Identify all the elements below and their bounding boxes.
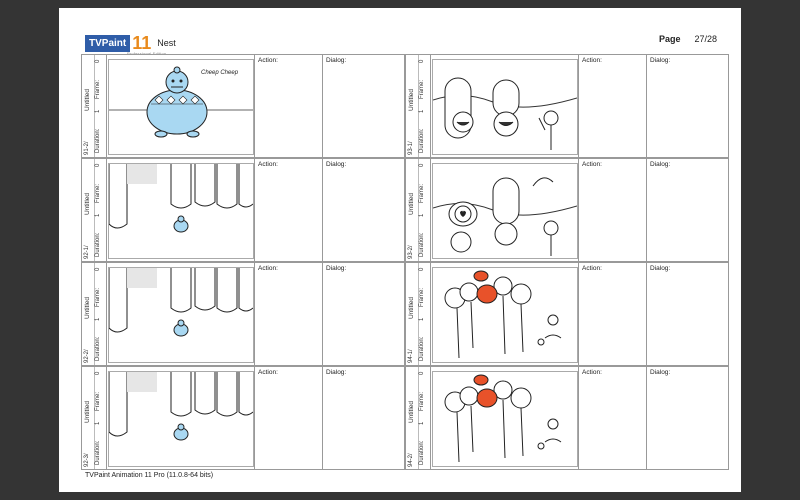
layer-name: Untitled [408,400,415,423]
panel-thumbnail [108,267,254,363]
action-cell [578,159,646,261]
duration-label: Duration: [95,336,101,361]
panel-drawing [433,164,577,258]
storyboard-row [81,158,405,262]
layer-name: Untitled [408,88,415,111]
page-number [659,34,717,44]
dialog-cell [646,159,728,261]
shot-number: 91-2/ [84,141,90,155]
action-cell [578,367,646,469]
duration-value: 1 [95,213,101,217]
action-label: Action: [258,265,278,272]
frame-label: Frame: [419,79,425,99]
dialog-label: Dialog: [326,57,347,64]
action-label: Action: [258,369,278,376]
dialog-label: Dialog: [650,161,671,168]
shot-info [82,367,107,469]
storyboard-page [59,8,741,492]
duration-label: Duration: [95,232,101,257]
layer-strip [82,55,95,157]
action-label: Action: [582,369,602,376]
frame-label: Frame: [95,391,101,411]
panel-thumbnail [432,163,578,259]
layer-strip [82,159,95,261]
dialog-cell [646,55,728,157]
duration-value: 1 [95,109,101,113]
shot-info [82,159,107,261]
layer-strip [82,263,95,365]
layer-strip [406,367,419,469]
action-cell [578,55,646,157]
dialog-cell [322,159,404,261]
tvpaint-logo [85,32,176,56]
duration-value: 1 [419,317,425,321]
page-value: 27/28 [694,34,717,44]
layer-strip [406,263,419,365]
layer-strip [406,159,419,261]
shot-info [406,55,431,157]
panel-thumbnail [108,59,254,155]
duration-label: Duration: [419,128,425,153]
shot-number: 94-1/ [408,349,414,363]
frame-label: Frame: [419,287,425,307]
frame-value: 0 [419,59,425,63]
duration-value: 1 [419,421,425,425]
duration-label: Duration: [419,336,425,361]
panel-drawing [433,60,577,154]
frame-value: 0 [419,163,425,167]
project-name: Nest [157,38,176,48]
panel-drawing [109,164,253,258]
dialog-label: Dialog: [326,265,347,272]
shot-info [406,367,431,469]
frame-value: 0 [95,163,101,167]
action-cell [254,55,322,157]
page-label: Page [658,34,681,44]
dialog-label: Dialog: [326,161,347,168]
panel-thumbnail [432,371,578,467]
action-cell [254,367,322,469]
frame-value: 0 [95,267,101,271]
storyboard-row [405,158,729,262]
layer-strip [82,367,95,469]
layer-name: Untitled [408,192,415,215]
logo-brand: TVPaint [85,35,130,52]
layer-name: Untitled [84,296,91,319]
frame-value: 0 [95,59,101,63]
dialog-cell [646,263,728,365]
storyboard-row [405,262,729,366]
frame-label: Frame: [95,79,101,99]
layer-strip [406,55,419,157]
action-label: Action: [582,161,602,168]
frame-value: 0 [419,371,425,375]
layer-name: Untitled [84,400,91,423]
action-label: Action: [258,57,278,64]
storyboard-row [81,262,405,366]
frame-label: Frame: [419,391,425,411]
panel-drawing [433,268,577,362]
panel-drawing [109,268,253,362]
panel-thumbnail [432,59,578,155]
action-cell [578,263,646,365]
duration-label: Duration: [419,440,425,465]
duration-value: 1 [95,317,101,321]
duration-label: Duration: [419,232,425,257]
shot-info [406,263,431,365]
action-label: Action: [258,161,278,168]
frame-label: Frame: [95,183,101,203]
shot-number: 92-3/ [84,453,90,467]
action-cell [254,159,322,261]
panel-drawing [433,372,577,466]
cheep-caption: Cheep Cheep [201,70,239,76]
dialog-label: Dialog: [326,369,347,376]
dialog-cell [322,367,404,469]
storyboard-row [81,366,405,470]
layer-name: Untitled [84,88,91,111]
panel-drawing [109,372,253,466]
dialog-label: Dialog: [650,369,671,376]
duration-label: Duration: [95,440,101,465]
shot-number: 92-1/ [84,245,90,259]
dialog-cell [646,367,728,469]
panel-drawing [109,60,253,154]
shot-number: 92-2/ [84,349,90,363]
dialog-label: Dialog: [650,57,671,64]
action-cell [254,263,322,365]
shot-info [406,159,431,261]
duration-value: 1 [419,213,425,217]
layer-name: Untitled [84,192,91,215]
duration-value: 1 [95,421,101,425]
action-label: Action: [582,57,602,64]
frame-label: Frame: [95,287,101,307]
layer-name: Untitled [408,296,415,319]
dialog-cell [322,263,404,365]
shot-info [82,55,107,157]
panel-thumbnail [108,371,254,467]
frame-value: 0 [95,371,101,375]
shot-number: 93-1/ [408,141,414,155]
frame-label: Frame: [419,183,425,203]
footer-text: TVPaint Animation 11 Pro (11.0.8-64 bits) [85,472,214,479]
dialog-cell [322,55,404,157]
panel-thumbnail [108,163,254,259]
panel-thumbnail [432,267,578,363]
duration-value: 1 [419,109,425,113]
action-label: Action: [582,265,602,272]
shot-info [82,263,107,365]
dialog-label: Dialog: [650,265,671,272]
frame-value: 0 [419,267,425,271]
duration-label: Duration: [95,128,101,153]
logo-edition: Professional Edition [127,51,167,56]
logo-version: 11 [132,32,152,53]
storyboard-row [405,54,729,158]
shot-number: 93-2/ [408,245,414,259]
shot-number: 94-2/ [408,453,414,467]
storyboard-row [81,54,405,158]
storyboard-row [405,366,729,470]
